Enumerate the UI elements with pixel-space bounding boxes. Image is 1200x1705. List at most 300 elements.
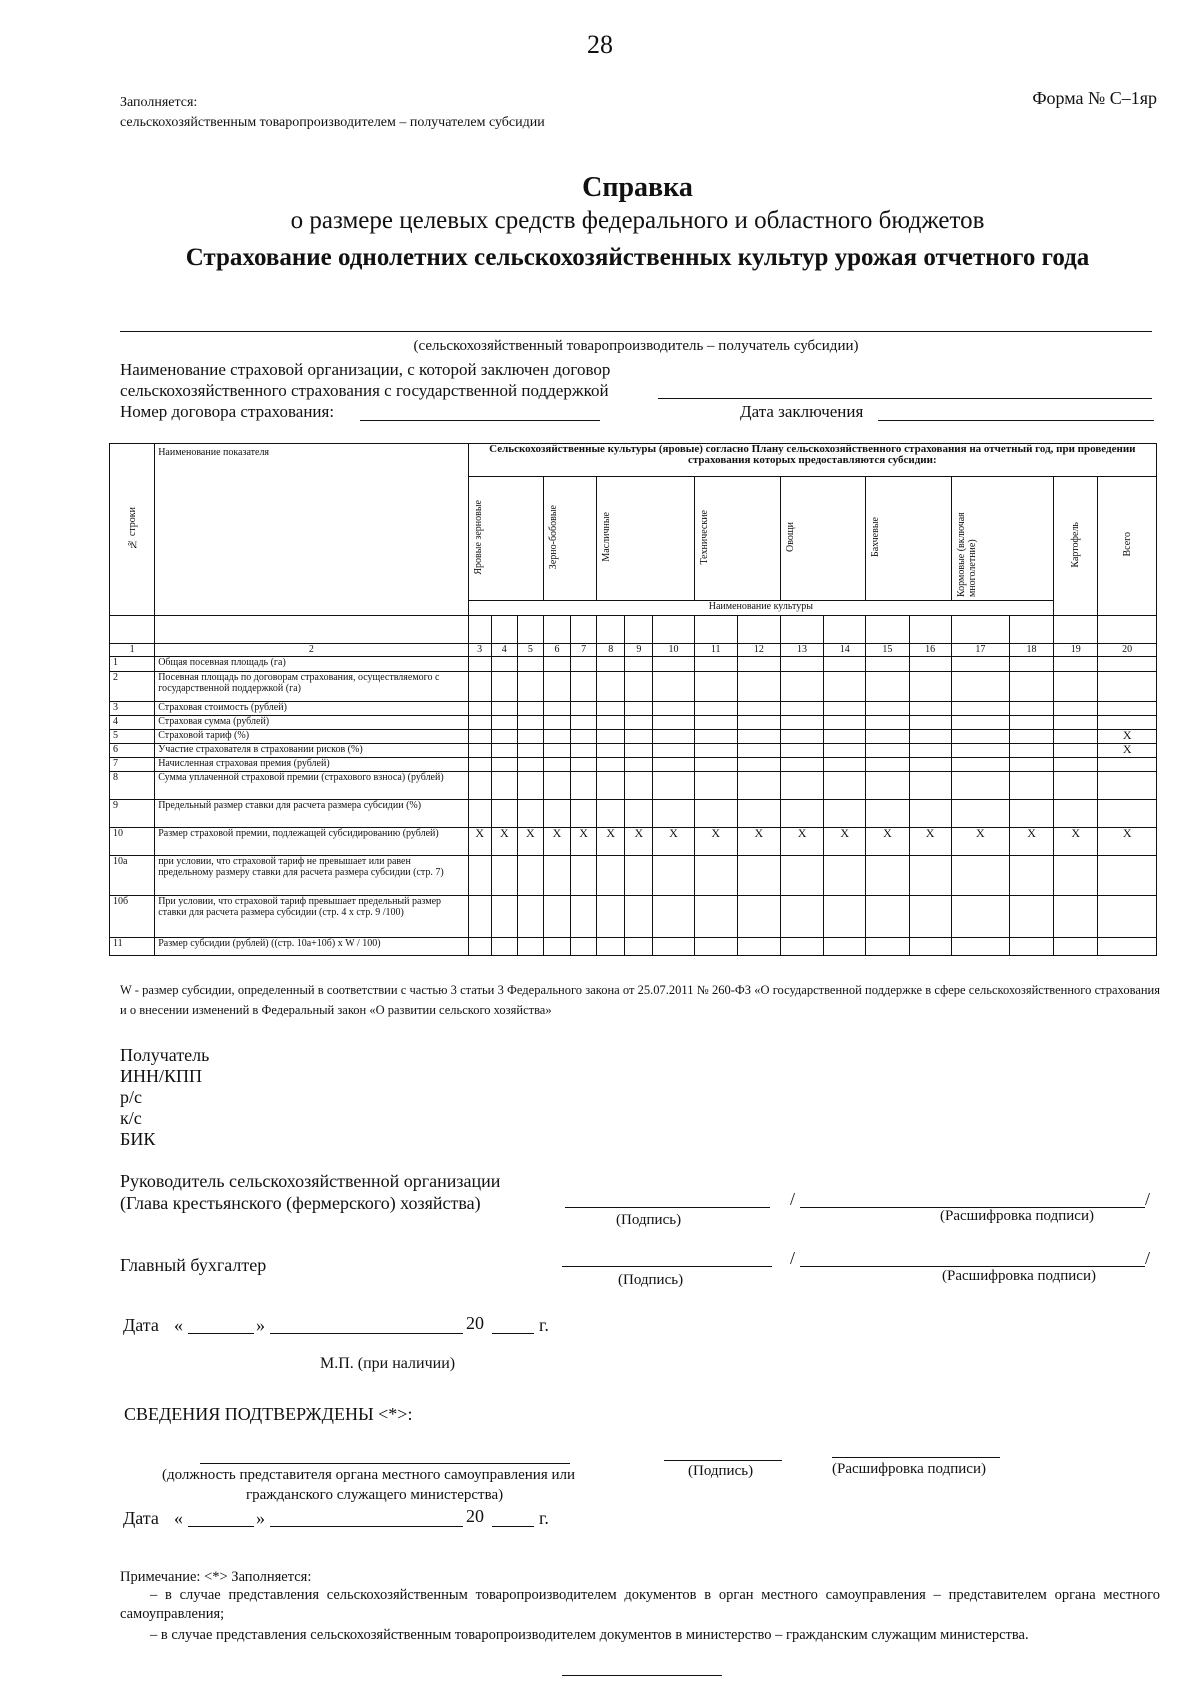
data-cell[interactable] — [597, 744, 625, 758]
data-cell[interactable] — [694, 716, 737, 730]
data-cell[interactable] — [909, 896, 951, 938]
data-cell[interactable] — [909, 672, 951, 702]
x-mark: Х — [951, 828, 1009, 856]
group-fodder: Кормовые (включая многолетние) — [951, 477, 1053, 601]
data-cell[interactable] — [866, 744, 909, 758]
data-cell[interactable] — [571, 716, 597, 730]
data-cell[interactable] — [543, 702, 570, 716]
group-total: Всего — [1098, 477, 1157, 616]
data-cell[interactable] — [571, 938, 597, 956]
data-cell[interactable] — [1009, 730, 1053, 744]
data-cell[interactable] — [866, 702, 909, 716]
data-cell[interactable] — [737, 716, 780, 730]
data-cell[interactable] — [653, 800, 694, 828]
data-cell[interactable] — [866, 730, 909, 744]
accountant-signature-field[interactable] — [562, 1266, 772, 1267]
data-cell[interactable] — [1009, 744, 1053, 758]
data-cell[interactable] — [824, 896, 866, 938]
date-day-field[interactable] — [188, 1333, 254, 1334]
data-cell[interactable] — [468, 758, 491, 772]
data-cell[interactable] — [597, 657, 625, 672]
data-cell[interactable] — [625, 672, 653, 702]
data-cell[interactable] — [597, 772, 625, 800]
data-cell[interactable] — [909, 657, 951, 672]
data-cell[interactable] — [824, 758, 866, 772]
row-number: 1 — [110, 657, 155, 672]
row-number: 3 — [110, 702, 155, 716]
data-cell[interactable] — [1054, 672, 1098, 702]
data-cell[interactable] — [951, 772, 1009, 800]
data-cell[interactable] — [737, 672, 780, 702]
data-cell[interactable] — [694, 744, 737, 758]
data-cell[interactable] — [866, 800, 909, 828]
data-cell[interactable] — [737, 657, 780, 672]
data-cell[interactable] — [517, 856, 543, 896]
data-cell[interactable] — [824, 716, 866, 730]
data-cell[interactable] — [468, 938, 491, 956]
date2-year-field[interactable] — [492, 1526, 534, 1527]
data-cell[interactable] — [491, 896, 517, 938]
data-cell[interactable] — [543, 657, 570, 672]
data-cell[interactable] — [951, 657, 1009, 672]
head-signature-caption: (Подпись) — [616, 1212, 682, 1228]
table-row — [110, 828, 1157, 856]
data-cell[interactable] — [694, 896, 737, 938]
insurer-label-line2: сельскохозяйственного страхования с государственной поддержкой — [120, 381, 609, 400]
data-cell[interactable] — [653, 856, 694, 896]
data-cell[interactable] — [909, 744, 951, 758]
data-cell[interactable] — [517, 744, 543, 758]
data-cell[interactable] — [1054, 716, 1098, 730]
accountant-decode-field[interactable] — [800, 1266, 1145, 1267]
row-indicator: При условии, что страховой тариф превышает предельный размер ставки для расчета размера субсидии (стр. 4 х стр. 9 /100) — [155, 896, 468, 938]
note-item-2: – в случае представления сельскохозяйственным товаропроизводителем документов в министерство – гражданским служащим министерства. — [150, 1627, 1029, 1643]
table-row — [110, 744, 1157, 758]
data-cell[interactable] — [866, 657, 909, 672]
row-number: 11 — [110, 938, 155, 956]
data-cell[interactable] — [571, 672, 597, 702]
data-cell[interactable] — [1054, 772, 1098, 800]
data-cell[interactable] — [866, 772, 909, 800]
row-number: 5 — [110, 730, 155, 744]
data-cell[interactable] — [653, 772, 694, 800]
data-cell[interactable] — [737, 744, 780, 758]
data-cell[interactable] — [1009, 672, 1053, 702]
data-cell[interactable] — [824, 744, 866, 758]
recipient-line[interactable] — [120, 331, 1152, 332]
date-label: Дата — [123, 1315, 159, 1335]
x-mark: Х — [543, 828, 570, 856]
data-cell[interactable] — [571, 772, 597, 800]
official-signature-field[interactable] — [664, 1460, 782, 1461]
inn-kpp-label: ИНН/КПП — [120, 1066, 203, 1086]
row-indicator: Сумма уплаченной страховой премии (страхового взноса) (рублей) — [155, 772, 468, 800]
data-cell[interactable] — [824, 730, 866, 744]
data-cell[interactable] — [625, 758, 653, 772]
data-cell[interactable] — [694, 657, 737, 672]
row-indicator: Страховой тариф (%) — [155, 730, 468, 744]
data-cell[interactable] — [653, 657, 694, 672]
x-mark: Х — [909, 828, 951, 856]
data-cell[interactable] — [694, 772, 737, 800]
data-cell[interactable] — [543, 896, 570, 938]
data-cell[interactable] — [1054, 730, 1098, 744]
data-cell[interactable] — [491, 772, 517, 800]
data-cell[interactable] — [571, 657, 597, 672]
table-row — [110, 730, 1157, 744]
data-cell[interactable] — [597, 896, 625, 938]
data-cell[interactable] — [543, 800, 570, 828]
row-number: 10 — [110, 828, 155, 856]
data-cell[interactable] — [1054, 896, 1098, 938]
data-cell[interactable] — [824, 772, 866, 800]
data-cell[interactable] — [597, 672, 625, 702]
data-cell[interactable] — [951, 758, 1009, 772]
table-row — [110, 672, 1157, 702]
data-cell[interactable] — [951, 744, 1009, 758]
data-cell[interactable] — [491, 657, 517, 672]
data-cell[interactable] — [517, 702, 543, 716]
data-cell[interactable] — [909, 716, 951, 730]
x-mark: Х — [1098, 828, 1157, 856]
data-cell[interactable] — [1098, 672, 1157, 702]
doc-heading: Страхование однолетних сельскохозяйственных культур урожая отчетного года — [185, 244, 1090, 271]
x-mark: Х — [1054, 828, 1098, 856]
data-cell[interactable] — [1054, 744, 1098, 758]
data-cell[interactable] — [543, 758, 570, 772]
column-numbers-row: 1 2 3 4 5 6 7 8 9 10 11 12 13 14 15 16 17 18 19 20 — [110, 644, 1157, 657]
data-cell[interactable] — [1009, 772, 1053, 800]
data-cell[interactable] — [571, 800, 597, 828]
stamp-label: М.П. (при наличии) — [320, 1355, 456, 1372]
data-cell[interactable] — [468, 856, 491, 896]
data-cell[interactable] — [625, 716, 653, 730]
data-cell[interactable] — [780, 758, 823, 772]
data-cell[interactable] — [571, 702, 597, 716]
row-indicator: Страховая сумма (рублей) — [155, 716, 468, 730]
data-cell[interactable] — [909, 938, 951, 956]
data-cell[interactable] — [866, 758, 909, 772]
data-cell[interactable] — [491, 856, 517, 896]
data-cell[interactable] — [491, 730, 517, 744]
data-cell[interactable] — [491, 938, 517, 956]
data-cell[interactable] — [1098, 856, 1157, 896]
row-indicator: при условии, что страховой тариф не превышает или равен предельному размеру ставки для расчета размера субсидии (стр. 7) — [155, 856, 468, 896]
data-cell[interactable] — [625, 657, 653, 672]
data-cell[interactable] — [468, 716, 491, 730]
data-cell[interactable] — [1009, 716, 1053, 730]
data-cell[interactable] — [625, 730, 653, 744]
data-cell[interactable] — [1098, 758, 1157, 772]
data-cell[interactable] — [491, 702, 517, 716]
insurer-field[interactable] — [658, 398, 1152, 399]
x-mark: Х — [1098, 744, 1157, 758]
data-cell[interactable] — [543, 772, 570, 800]
data-cell[interactable] — [780, 716, 823, 730]
data-cell[interactable] — [866, 938, 909, 956]
data-cell[interactable] — [737, 856, 780, 896]
data-cell[interactable] — [824, 657, 866, 672]
group-potato: Картофель — [1054, 477, 1098, 616]
data-cell[interactable] — [694, 758, 737, 772]
data-cell[interactable] — [653, 896, 694, 938]
data-cell[interactable] — [625, 702, 653, 716]
data-cell[interactable] — [468, 800, 491, 828]
data-cell[interactable] — [653, 938, 694, 956]
data-cell[interactable] — [951, 938, 1009, 956]
data-cell[interactable] — [543, 716, 570, 730]
official-decode-field[interactable] — [832, 1457, 1000, 1458]
data-cell[interactable] — [1054, 856, 1098, 896]
data-cell[interactable] — [625, 856, 653, 896]
data-cell[interactable] — [597, 938, 625, 956]
data-cell[interactable] — [780, 702, 823, 716]
head-signature-field[interactable] — [565, 1207, 770, 1208]
fill-instruction — [120, 93, 545, 133]
data-cell[interactable] — [951, 702, 1009, 716]
group-vegetables: Овощи — [780, 477, 865, 601]
data-cell[interactable] — [824, 672, 866, 702]
data-cell[interactable] — [653, 744, 694, 758]
data-cell[interactable] — [780, 672, 823, 702]
data-cell[interactable] — [1009, 938, 1053, 956]
data-cell[interactable] — [653, 672, 694, 702]
data-cell[interactable] — [571, 744, 597, 758]
data-cell[interactable] — [866, 896, 909, 938]
data-cell[interactable] — [1009, 896, 1053, 938]
official-caption-line1: (должность представителя органа местного самоуправления или — [162, 1467, 576, 1483]
data-cell[interactable] — [780, 657, 823, 672]
row-indicator: Размер субсидии (рублей) ((стр. 10а+10б) х W / 100) — [155, 938, 468, 956]
data-cell[interactable] — [909, 856, 951, 896]
data-cell[interactable] — [597, 716, 625, 730]
group-technical: Технические — [694, 477, 780, 601]
data-cell[interactable] — [491, 744, 517, 758]
recipient-label: Получатель — [120, 1045, 210, 1065]
data-cell[interactable] — [780, 744, 823, 758]
data-cell[interactable] — [517, 772, 543, 800]
footer-rule — [562, 1675, 722, 1676]
row-indicator: Предельный размер ставки для расчета размера субсидии (%) — [155, 800, 468, 828]
row-number: 9 — [110, 800, 155, 828]
x-mark: Х — [1098, 730, 1157, 744]
data-cell[interactable] — [517, 672, 543, 702]
row-number: 8 — [110, 772, 155, 800]
data-cell[interactable] — [597, 856, 625, 896]
data-cell[interactable] — [625, 744, 653, 758]
data-cell[interactable] — [737, 772, 780, 800]
data-cell[interactable] — [468, 772, 491, 800]
x-mark: Х — [1009, 828, 1053, 856]
data-cell[interactable] — [951, 800, 1009, 828]
contract-number-field[interactable] — [360, 420, 600, 421]
data-cell[interactable] — [597, 702, 625, 716]
data-cell[interactable] — [597, 730, 625, 744]
data-cell[interactable] — [824, 856, 866, 896]
data-cell[interactable] — [694, 856, 737, 896]
data-cell[interactable] — [517, 896, 543, 938]
x-mark: Х — [653, 828, 694, 856]
x-mark: Х — [625, 828, 653, 856]
data-cell[interactable] — [737, 702, 780, 716]
data-cell[interactable] — [909, 800, 951, 828]
data-cell[interactable] — [1098, 938, 1157, 956]
data-cell[interactable] — [517, 716, 543, 730]
data-cell[interactable] — [571, 758, 597, 772]
data-cell[interactable] — [491, 716, 517, 730]
data-cell[interactable] — [1009, 702, 1053, 716]
data-cell[interactable] — [625, 772, 653, 800]
x-mark: Х — [866, 828, 909, 856]
data-cell[interactable] — [517, 657, 543, 672]
data-cell[interactable] — [824, 702, 866, 716]
data-cell[interactable] — [597, 758, 625, 772]
official-caption-line2: гражданского служащего министерства) — [246, 1487, 504, 1503]
data-cell[interactable] — [909, 702, 951, 716]
data-cell[interactable] — [543, 856, 570, 896]
table-row — [110, 716, 1157, 730]
data-cell[interactable] — [468, 896, 491, 938]
official-position-field[interactable] — [200, 1463, 570, 1464]
data-cell[interactable] — [653, 716, 694, 730]
data-cell[interactable] — [543, 730, 570, 744]
row-number: 2 — [110, 672, 155, 702]
data-cell[interactable] — [491, 758, 517, 772]
data-cell[interactable] — [468, 672, 491, 702]
data-cell[interactable] — [737, 730, 780, 744]
data-cell[interactable] — [1098, 896, 1157, 938]
data-cell[interactable] — [824, 800, 866, 828]
data-cell[interactable] — [780, 856, 823, 896]
data-cell[interactable] — [1054, 702, 1098, 716]
data-cell[interactable] — [909, 772, 951, 800]
data-cell[interactable] — [653, 702, 694, 716]
data-cell[interactable] — [571, 896, 597, 938]
data-cell[interactable] — [1054, 758, 1098, 772]
data-cell[interactable] — [737, 938, 780, 956]
data-cell[interactable] — [1054, 800, 1098, 828]
data-cell[interactable] — [1009, 856, 1053, 896]
row-number: 10а — [110, 856, 155, 896]
culture-name-label: Наименование культуры — [468, 601, 1054, 616]
data-cell[interactable] — [780, 938, 823, 956]
data-cell[interactable] — [780, 772, 823, 800]
page-number: 28 — [587, 30, 613, 59]
data-cell[interactable] — [780, 896, 823, 938]
data-cell[interactable] — [951, 730, 1009, 744]
data-cell[interactable] — [571, 856, 597, 896]
data-cell[interactable] — [1098, 800, 1157, 828]
data-cell[interactable] — [491, 800, 517, 828]
accountant-decode-caption: (Расшифровка подписи) — [942, 1268, 1096, 1284]
bik-label: БИК — [120, 1129, 156, 1149]
date-year-field[interactable] — [492, 1333, 534, 1334]
data-cell[interactable] — [866, 856, 909, 896]
data-cell[interactable] — [951, 856, 1009, 896]
data-cell[interactable] — [1054, 938, 1098, 956]
data-cell[interactable] — [468, 730, 491, 744]
data-cell[interactable] — [653, 758, 694, 772]
data-cell[interactable] — [517, 730, 543, 744]
data-cell[interactable] — [625, 938, 653, 956]
insurer-label-line1: Наименование страховой организации, с которой заключен договор — [120, 360, 611, 379]
data-cell[interactable] — [737, 800, 780, 828]
data-cell[interactable] — [468, 744, 491, 758]
data-cell[interactable] — [517, 758, 543, 772]
row-number: 7 — [110, 758, 155, 772]
data-cell[interactable] — [491, 672, 517, 702]
row-indicator: Общая посевная площадь (га) — [155, 657, 468, 672]
data-cell[interactable] — [909, 758, 951, 772]
data-cell[interactable] — [653, 730, 694, 744]
date2-month-field[interactable] — [270, 1526, 463, 1527]
date2-day-field[interactable] — [188, 1526, 254, 1527]
data-cell[interactable] — [866, 716, 909, 730]
group-legumes: Зерно-бобовые — [543, 477, 596, 601]
table-row — [110, 896, 1157, 938]
data-cell[interactable] — [909, 730, 951, 744]
data-cell[interactable] — [571, 730, 597, 744]
data-cell[interactable] — [543, 744, 570, 758]
data-cell[interactable] — [694, 672, 737, 702]
data-cell[interactable] — [468, 657, 491, 672]
data-cell[interactable] — [780, 800, 823, 828]
data-cell[interactable] — [1009, 800, 1053, 828]
data-cell[interactable] — [1054, 657, 1098, 672]
data-cell[interactable] — [1009, 657, 1053, 672]
data-cell[interactable] — [737, 758, 780, 772]
data-cell[interactable] — [694, 702, 737, 716]
row-indicator: Страховая стоимость (рублей) — [155, 702, 468, 716]
data-cell[interactable] — [517, 800, 543, 828]
data-cell[interactable] — [951, 672, 1009, 702]
x-mark: Х — [571, 828, 597, 856]
contract-date-field[interactable] — [878, 420, 1154, 421]
data-cell[interactable] — [625, 800, 653, 828]
subsidy-table — [109, 443, 1157, 956]
date-month-field[interactable] — [270, 1333, 463, 1334]
x-mark: Х — [468, 828, 491, 856]
data-cell[interactable] — [517, 938, 543, 956]
corr-account-label: к/с — [120, 1108, 142, 1128]
data-cell[interactable] — [597, 800, 625, 828]
data-cell[interactable] — [694, 800, 737, 828]
table-row — [110, 657, 1157, 672]
doc-subtitle: о размере целевых средств федерального и областного бюджетов — [290, 207, 985, 234]
data-cell[interactable] — [1009, 758, 1053, 772]
data-cell[interactable] — [694, 938, 737, 956]
data-cell[interactable] — [1098, 657, 1157, 672]
data-cell[interactable] — [951, 896, 1009, 938]
data-cell[interactable] — [1098, 702, 1157, 716]
data-cell[interactable] — [824, 938, 866, 956]
data-cell[interactable] — [543, 938, 570, 956]
data-cell[interactable] — [780, 730, 823, 744]
data-cell[interactable] — [543, 672, 570, 702]
contract-date-label: Дата заключения — [740, 402, 864, 421]
data-cell[interactable] — [468, 702, 491, 716]
row-number: 6 — [110, 744, 155, 758]
data-cell[interactable] — [1098, 716, 1157, 730]
row-indicator: Размер страховой премии, подлежащей субсидированию (рублей) — [155, 828, 468, 856]
data-cell[interactable] — [737, 896, 780, 938]
data-cell[interactable] — [866, 672, 909, 702]
data-cell[interactable] — [694, 730, 737, 744]
data-cell[interactable] — [625, 896, 653, 938]
head-decode-caption: (Расшифровка подписи) — [940, 1208, 1094, 1224]
data-cell[interactable] — [1098, 772, 1157, 800]
data-cell[interactable] — [951, 716, 1009, 730]
